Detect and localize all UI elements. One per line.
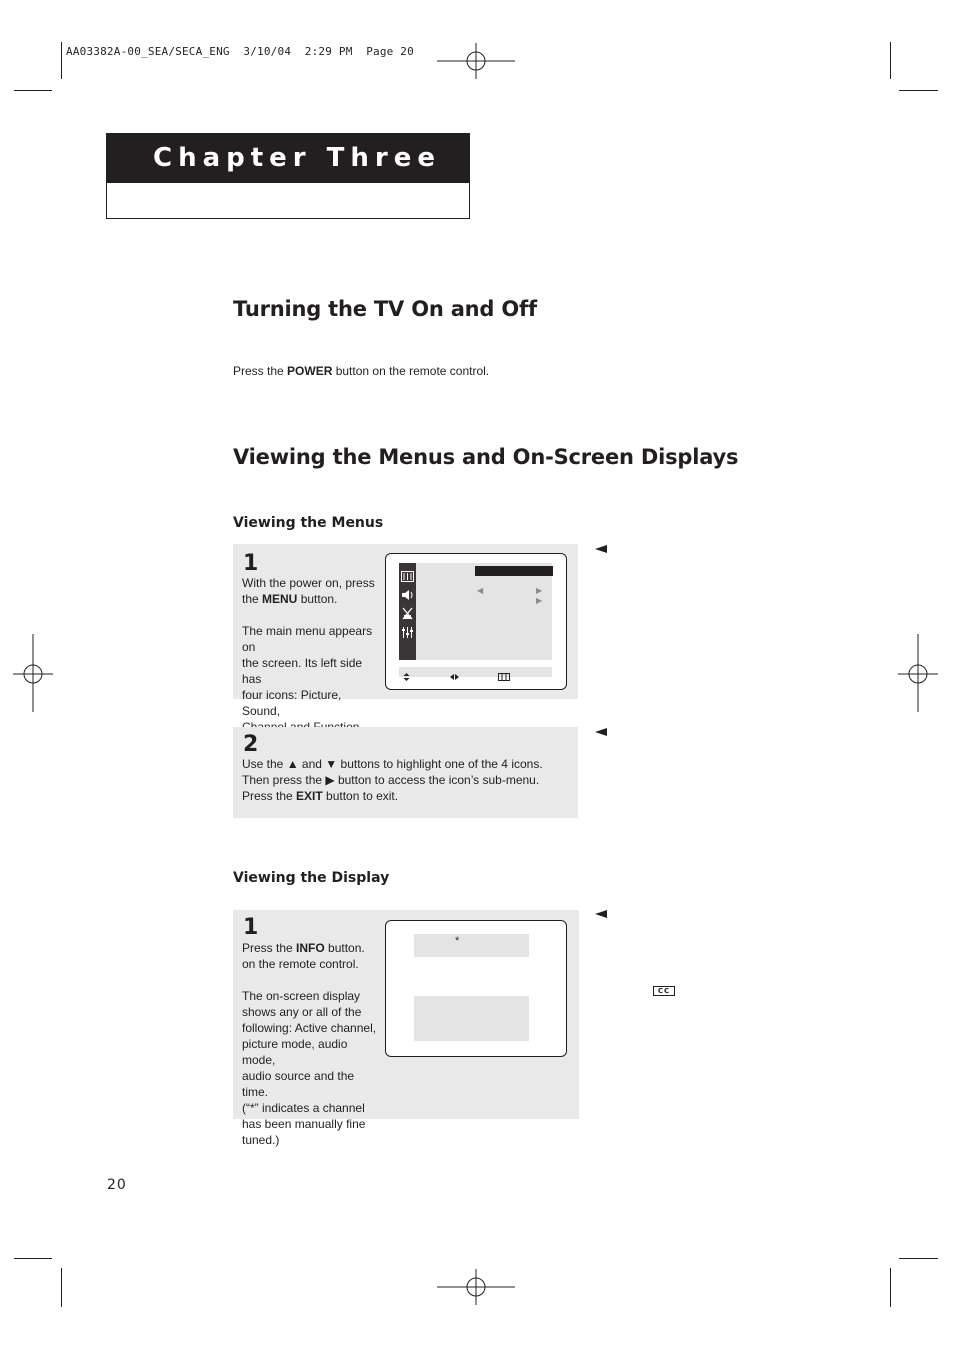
registration-mark-left	[13, 634, 53, 714]
arrow-right-icon: ▶	[536, 586, 543, 595]
display-step1-panel	[233, 910, 579, 1147]
arrow-right-icon: ▶	[536, 596, 543, 605]
step-number: 2	[243, 732, 259, 757]
registration-mark-bottom	[437, 1267, 517, 1307]
menu-icon	[498, 668, 510, 686]
page-number: 20	[107, 1177, 127, 1193]
note-pointer-icon	[595, 545, 607, 553]
heading-menus-osd: Viewing the Menus and On-Screen Displays	[233, 445, 739, 469]
crop-mark	[14, 1258, 52, 1259]
step-number: 1	[243, 915, 259, 940]
step-number: 1	[243, 551, 259, 576]
chapter-title: Chapter Three	[107, 134, 469, 183]
right-arrow-icon: ▶	[325, 773, 335, 787]
registration-mark-right	[898, 634, 938, 714]
menu-footer-bar	[399, 667, 552, 677]
menus-step1-panel	[233, 544, 578, 718]
info-display-screen	[385, 920, 567, 1057]
crop-mark	[890, 1268, 891, 1307]
registration-mark-top	[437, 41, 517, 81]
move-updown-icon	[403, 668, 410, 686]
crop-mark	[61, 42, 62, 79]
menu-title-bar	[475, 566, 553, 576]
menu-content-area	[416, 563, 552, 660]
power-instruction: Press the POWER button on the remote control.	[233, 364, 490, 378]
crop-mark	[14, 90, 52, 91]
note-pointer-icon	[595, 910, 607, 918]
cc-badge: CC	[653, 986, 675, 996]
channel-icon	[401, 607, 414, 625]
display-step1-text: Press the INFO button. on the remote control. The on-screen display shows any or all of the following: Active channel, picture mode, audio mode, audio source and the time. (“*” indicates a channel has been manually fine tuned.)	[242, 941, 377, 1147]
info-details-box	[414, 996, 529, 1041]
print-slug: AA03382A-00_SEA/SECA_ENG 3/10/04 2:29 PM Page 20	[66, 45, 414, 58]
sound-icon	[401, 588, 414, 606]
function-icon	[401, 626, 414, 644]
down-arrow-icon: ▼	[325, 757, 338, 771]
info-channel-box	[414, 934, 529, 957]
subheading-viewing-display: Viewing the Display	[233, 870, 390, 886]
chapter-header	[106, 133, 470, 219]
arrow-left-icon: ◀	[477, 586, 484, 595]
menus-step1-text: With the power on, press the MENU button. The main menu appears on the screen. Its left side has four icons: Picture, Sound,	[242, 576, 375, 718]
move-leftright-icon	[450, 668, 459, 686]
crop-mark	[890, 42, 891, 79]
menus-step2-panel	[233, 727, 578, 818]
note-pointer-icon	[595, 728, 607, 736]
up-arrow-icon: ▲	[286, 757, 299, 771]
picture-icon	[401, 569, 414, 587]
crop-mark	[899, 90, 938, 91]
fine-tune-marker: *	[455, 935, 460, 947]
menus-step2-text: Use the ▲ and ▼ buttons to highlight one of the 4 icons. Then press the ▶ button to access the icon’s sub-menu. Press the EXIT button to exit.	[242, 757, 543, 803]
heading-turning-on-off: Turning the TV On and Off	[233, 297, 537, 321]
crop-mark	[61, 1268, 62, 1307]
main-menu-screen	[385, 553, 567, 690]
subheading-viewing-menus: Viewing the Menus	[233, 515, 384, 531]
crop-mark	[899, 1258, 938, 1259]
